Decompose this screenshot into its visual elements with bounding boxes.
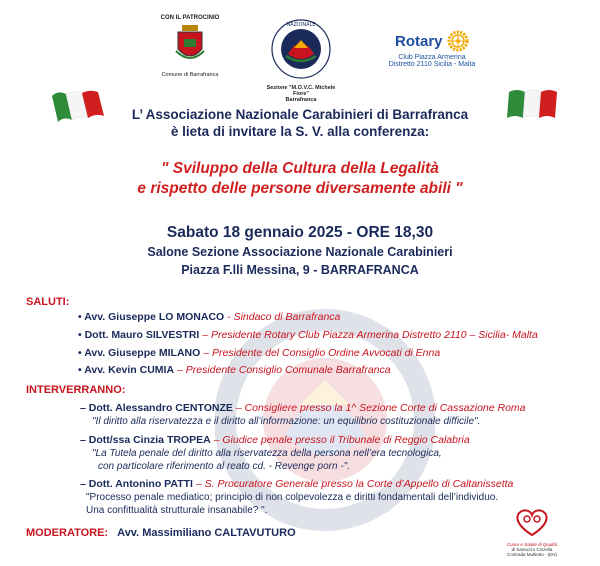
interverranno-label: INTERVERRANNO: [26, 384, 126, 396]
comune-crest-icon [174, 25, 206, 65]
saluti-item-name: • Dott. Mauro SILVESTRI [78, 329, 200, 341]
footer-logo-line-1: Cuore e Salute di Qualità [506, 542, 558, 547]
moderator-label: MODERATORE: [26, 527, 109, 539]
speaker-entry [80, 434, 470, 446]
moderator-name: Avv. Massimiliano CALTAVUTURO [117, 527, 296, 539]
speaker-talk-title-cont: con particolare riferimento al reato cd. - Revenge porn -". [98, 461, 351, 472]
speaker-talk-title-cont: Una confittualità strutturale insanabile? ". [86, 505, 268, 516]
heart-logo-icon [512, 505, 552, 537]
rotary-district: Distretto 2110 Sicilia - Malta [388, 61, 476, 68]
speaker-entry [80, 402, 526, 414]
rotary-wheel-icon [447, 30, 469, 52]
footer-logo-line-2: di Santuzzo Cinzella [511, 547, 553, 552]
carabinieri-emblem-icon [266, 18, 336, 80]
sezione-name: Sezione "M.O.V.C. Michele Fiore" [266, 85, 336, 97]
speaker-talk-title: "Il diritto alla riservatezza e il diritto all’informazione: un equilibrio costituzionale difficile". [92, 416, 481, 427]
saluti-label: SALUTI: [26, 296, 70, 308]
speaker-role: – S. Procuratore Generale presso la Corte d’Appello di Caltanissetta [192, 478, 514, 490]
sezione-city: Barrafranca [285, 97, 317, 103]
svg-text:NAZIONALE: NAZIONALE [286, 22, 316, 28]
footer-logo-block [497, 505, 567, 557]
footer-logo-line-3: Contrada Multietto - (EN) [506, 552, 558, 557]
intro-line-2: è lieta di invitare la S. V. alla conferenza: [170, 124, 430, 139]
conference-title-line-2: e rispetto delle persone diversamente abili " [137, 180, 463, 197]
saluti-item-role: – Presidente Consiglio Comunale Barrafranca [174, 364, 391, 376]
associazione-logo-block [258, 18, 344, 103]
saluti-item [78, 347, 440, 359]
saluti-item [78, 311, 340, 323]
patrocinio-block [150, 15, 230, 78]
event-venue-line-2: Piazza F.lli Messina, 9 - BARRAFRANCA [181, 263, 419, 277]
moderator-line [26, 527, 296, 539]
rotary-club-name: Club Piazza Armerina [398, 54, 466, 61]
saluti-item-role: – Presidente del Consiglio Ordine Avvocati di Enna [200, 347, 441, 359]
speaker-name: – Dott/ssa Cinzia TROPEA [80, 434, 211, 446]
saluti-item-name: • Avv. Giuseppe LO MONACO [78, 311, 225, 323]
rotary-logo-block [377, 30, 487, 68]
saluti-item-name: • Avv. Kevin CUMIA [78, 364, 175, 376]
speaker-talk-title: "La Tutela penale del diritto alla riservatezza della persona nell’era tecnologica, [92, 448, 442, 459]
speaker-role: – Giudice penale presso il Tribunale di Reggio Calabria [210, 434, 470, 446]
saluti-item-name: • Avv. Giuseppe MILANO [78, 347, 201, 359]
saluti-item-role: - Sindaco di Barrafranca [224, 311, 341, 323]
speaker-role: – Consigliere presso la 1^ Sezione Corte di Cassazione Roma [232, 402, 526, 414]
event-date: Sabato 18 gennaio 2025 - ORE 18,30 [166, 224, 434, 241]
saluti-item [78, 364, 391, 376]
intro-line-1: L’ Associazione Nazionale Carabinieri di Barrafranca [131, 107, 469, 122]
saluti-item [78, 329, 538, 341]
event-venue-line-1: Salone Sezione Associazione Nazionale Carabinieri [147, 245, 453, 259]
speaker-name: – Dott. Antonino PATTI [80, 478, 193, 490]
rotary-wordmark: Rotary [395, 32, 443, 50]
speaker-name: – Dott. Alessandro CENTONZE [80, 402, 233, 414]
speaker-talk-title: "Processo penale mediatico; principio di non colpevolezza e diritti fondamentali dell’individuo. [86, 492, 499, 503]
comune-name: Comune di Barrafranca [161, 72, 219, 78]
patrocinio-caption: CON IL PATROCINIO [160, 15, 220, 21]
speaker-entry [80, 478, 513, 490]
saluti-item-role: – Presidente Rotary Club Piazza Armerina Distretto 2110 – Sicilia- Malta [199, 329, 538, 341]
conference-title-line-1: " Sviluppo della Cultura della Legalità [161, 160, 439, 177]
